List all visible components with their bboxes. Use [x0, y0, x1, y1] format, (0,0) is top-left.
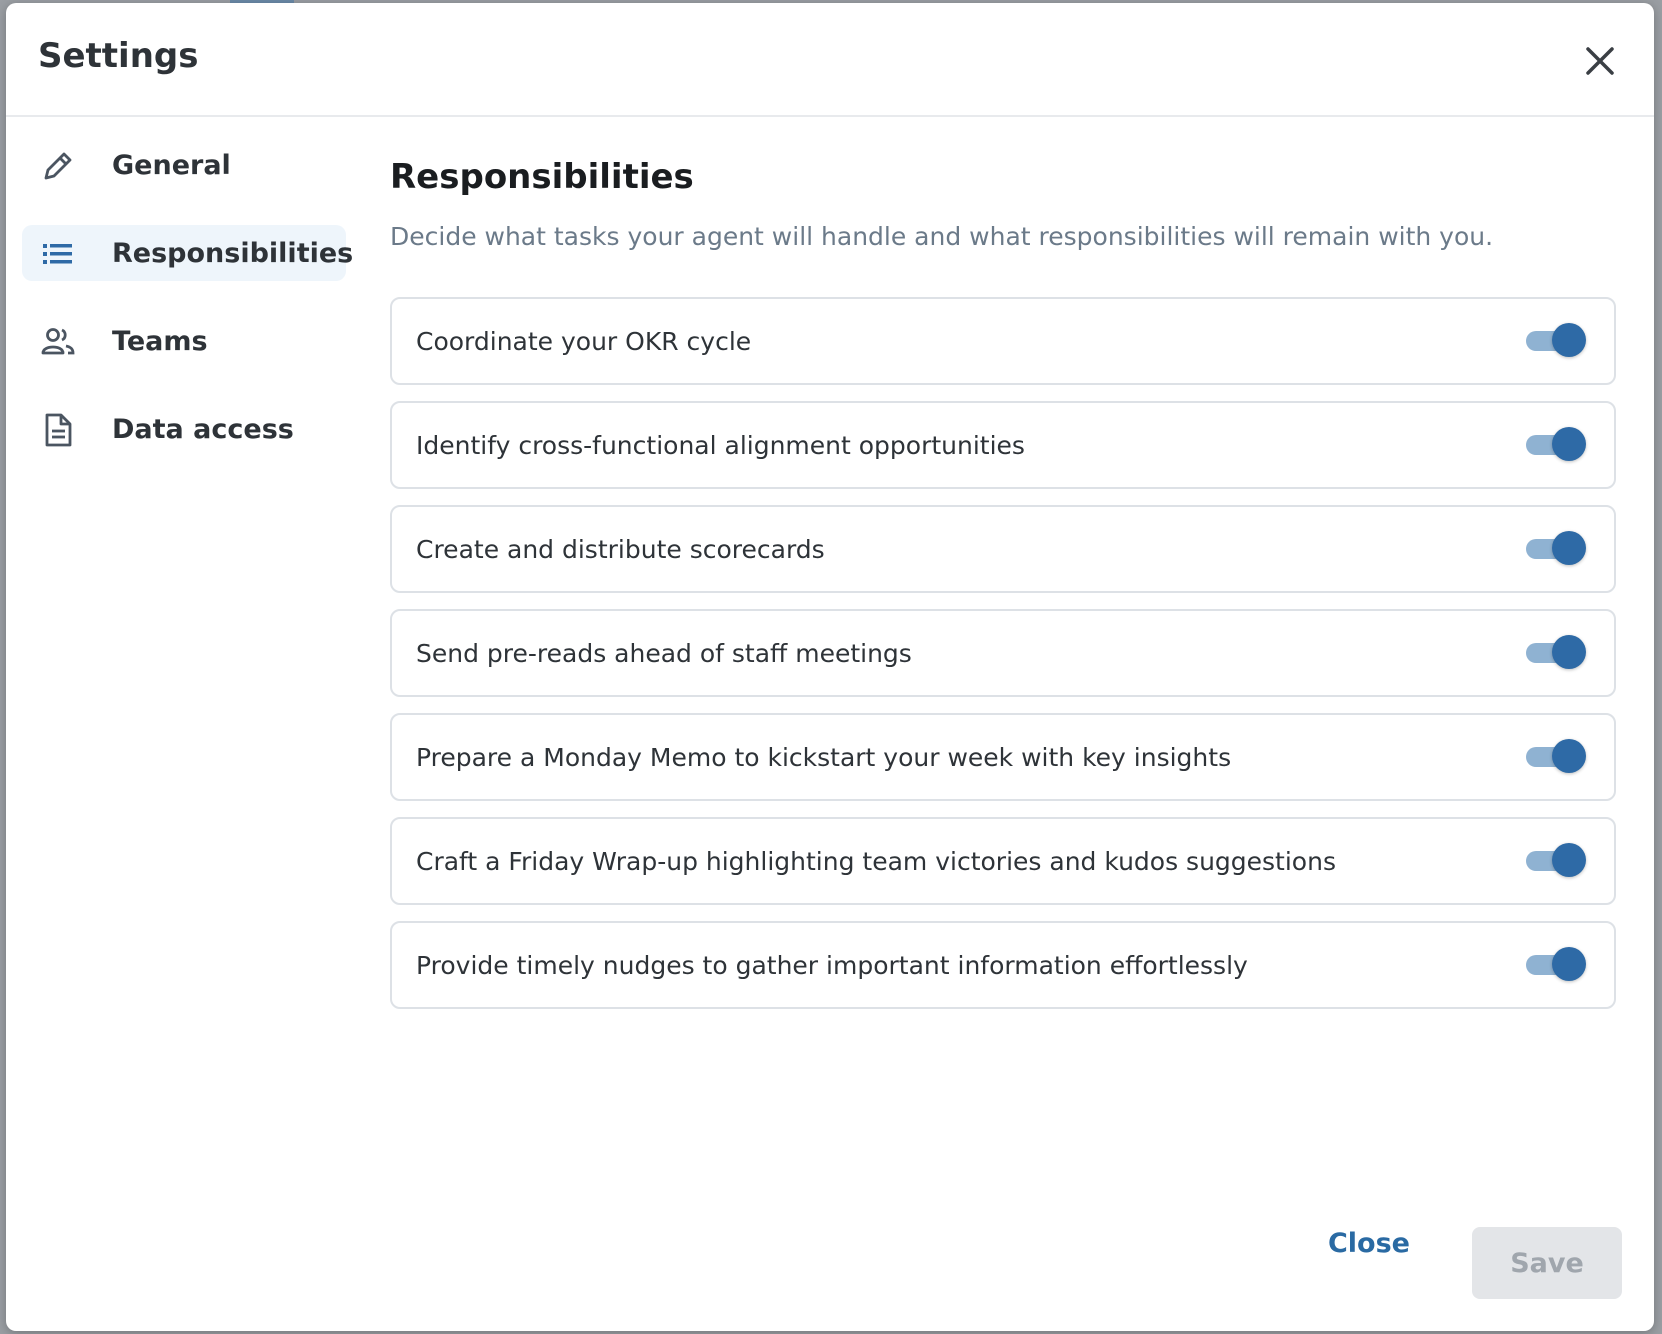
task-label: Craft a Friday Wrap-up highlighting team victories and kudos suggestions — [416, 846, 1336, 876]
sidebar-item-label: General — [112, 149, 231, 181]
task-row — [390, 713, 1616, 801]
toggle-knob — [1552, 635, 1586, 669]
task-toggle[interactable] — [1526, 841, 1588, 881]
task-row — [390, 505, 1616, 593]
sidebar-item-label: Data access — [112, 413, 294, 445]
sidebar-item-general[interactable] — [22, 137, 346, 193]
dialog-title: Settings — [38, 36, 199, 76]
section-title: Responsibilities — [390, 157, 694, 197]
task-row — [390, 297, 1616, 385]
toggle-knob — [1552, 739, 1586, 773]
close-icon[interactable] — [1578, 39, 1622, 83]
settings-dialog — [6, 3, 1654, 1331]
document-icon — [40, 412, 76, 448]
task-label: Identify cross-functional alignment opportunities — [416, 430, 1025, 460]
task-list — [390, 297, 1616, 1009]
task-row — [390, 817, 1616, 905]
task-toggle[interactable] — [1526, 737, 1588, 777]
save-button[interactable]: Save — [1472, 1227, 1622, 1299]
sidebar-item-data-access[interactable] — [22, 401, 346, 457]
settings-sidebar — [22, 137, 354, 489]
close-button[interactable]: Close — [1316, 1219, 1422, 1269]
toggle-knob — [1552, 531, 1586, 565]
sidebar-item-teams[interactable] — [22, 313, 346, 369]
responsibilities-panel — [390, 153, 1616, 1025]
task-label: Create and distribute scorecards — [416, 534, 825, 564]
task-row — [390, 609, 1616, 697]
task-toggle[interactable] — [1526, 425, 1588, 465]
task-label: Send pre-reads ahead of staff meetings — [416, 638, 912, 668]
people-icon — [40, 324, 76, 360]
task-row — [390, 401, 1616, 489]
task-label: Coordinate your OKR cycle — [416, 326, 752, 356]
task-label: Provide timely nudges to gather important information effortlessly — [416, 950, 1248, 980]
task-toggle[interactable] — [1526, 945, 1588, 985]
pencil-icon — [40, 148, 76, 184]
task-toggle[interactable] — [1526, 321, 1588, 361]
sidebar-item-label: Responsibilities — [112, 237, 354, 269]
task-toggle[interactable] — [1526, 633, 1588, 673]
section-description: Decide what tasks your agent will handle and what responsibilities will remain with you. — [390, 222, 1494, 251]
task-label: Prepare a Monday Memo to kickstart your week with key insights — [416, 742, 1232, 772]
toggle-knob — [1552, 427, 1586, 461]
task-row — [390, 921, 1616, 1009]
task-toggle[interactable] — [1526, 529, 1588, 569]
list-icon — [40, 236, 76, 272]
toggle-knob — [1552, 843, 1586, 877]
sidebar-item-responsibilities[interactable] — [22, 225, 354, 281]
sidebar-item-label: Teams — [112, 325, 208, 357]
toggle-knob — [1552, 323, 1586, 357]
toggle-knob — [1552, 947, 1586, 981]
dialog-header — [6, 3, 1654, 117]
